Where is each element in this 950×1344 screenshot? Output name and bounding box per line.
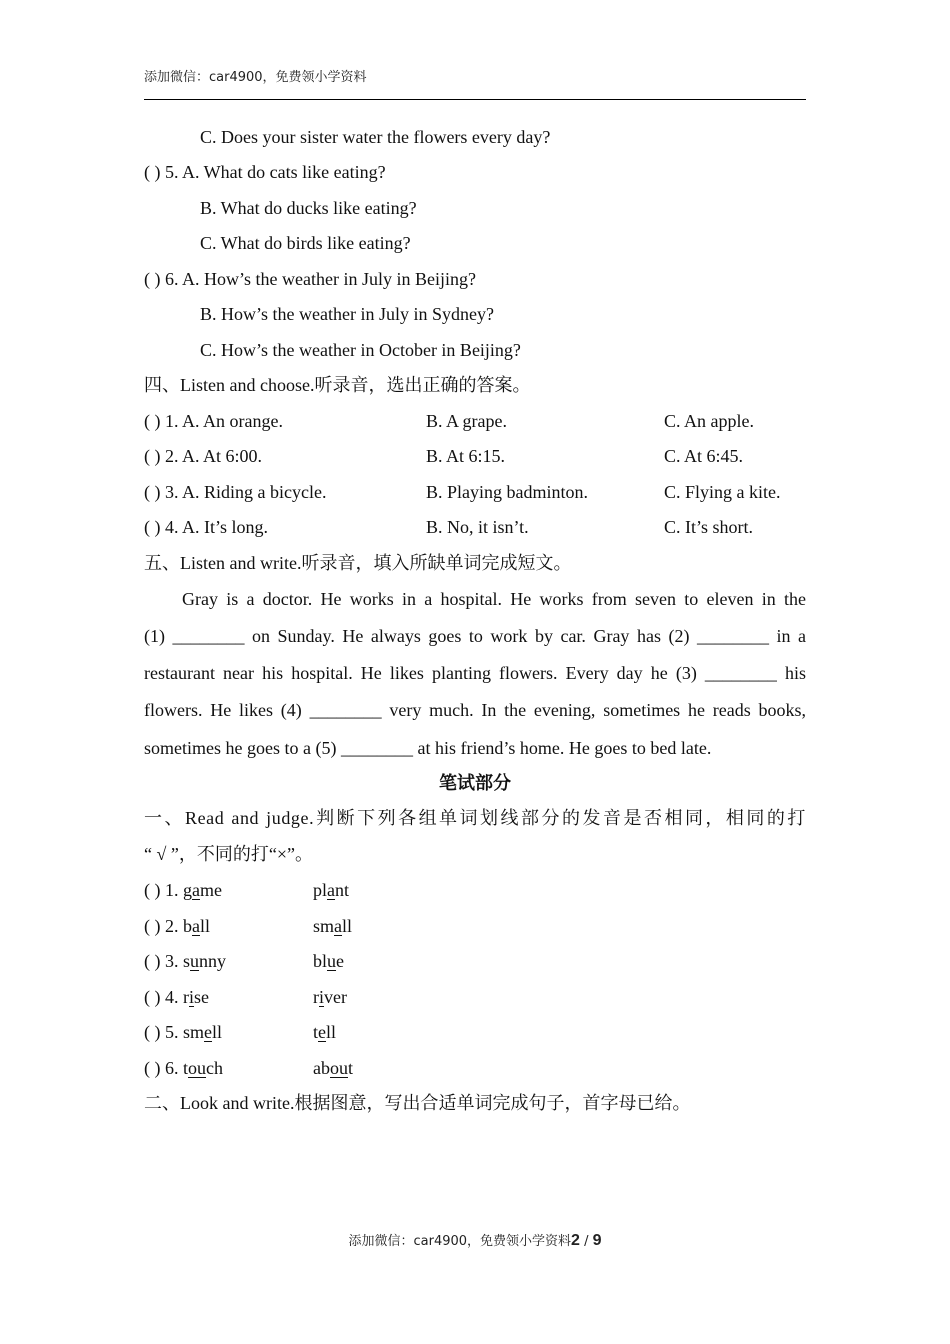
s4-q4-a: ( ) 4. A. It’s long. bbox=[144, 517, 268, 537]
s4-q3-b: B. Playing badminton. bbox=[426, 482, 588, 502]
q6-option-b: B. How’s the weather in July in Sydney? bbox=[200, 304, 494, 324]
judge-item-4: ( ) 4. rise bbox=[144, 987, 210, 1007]
q6-option-a: ( ) 6. A. How’s the weather in July in Beijing? bbox=[144, 269, 476, 289]
s4-q4-b: B. No, it isn’t. bbox=[426, 517, 529, 537]
w1-title-line1: 一、Read and judge.判断下列各组单词划线部分的发音是否相同，相同的打 bbox=[144, 808, 806, 828]
page-total: 9 bbox=[592, 1232, 602, 1249]
s4-q1-c: C. An apple. bbox=[664, 411, 754, 431]
passage-line-3: restaurant near his hospital. He likes planting flowers. Every day he (3) ________ his bbox=[144, 663, 806, 683]
judge-item-3-compare: blue bbox=[313, 951, 345, 971]
page-footer bbox=[0, 1230, 950, 1250]
s4-q2-b: B. At 6:15. bbox=[426, 446, 506, 466]
s4-q3-a: ( ) 3. A. Riding a bicycle. bbox=[144, 482, 327, 502]
page-header: 添加微信：car4900，免费领小学资料 bbox=[144, 70, 367, 85]
w1-title-line2: “ √ ”，不同的打“×”。 bbox=[144, 844, 313, 864]
passage-line-4: flowers. He likes (4) ________ very much. In the evening, sometimes he reads books, bbox=[144, 700, 806, 720]
q5-option-c: C. What do birds like eating? bbox=[200, 233, 411, 253]
judge-item-1-compare: plant bbox=[313, 880, 350, 900]
judge-item-5-compare: tell bbox=[313, 1022, 337, 1042]
passage-line-1: Gray is a doctor. He works in a hospital. He works from seven to eleven in the bbox=[182, 589, 806, 609]
judge-item-3: ( ) 3. sunny bbox=[144, 951, 227, 971]
judge-item-2: ( ) 2. ball bbox=[144, 916, 211, 936]
s4-q1-b: B. A grape. bbox=[426, 411, 507, 431]
header-divider bbox=[144, 99, 806, 100]
q5-option-a: ( ) 5. A. What do cats like eating? bbox=[144, 162, 386, 182]
footer-text: 添加微信：car4900，免费领小学资料 bbox=[348, 1234, 572, 1249]
q5-option-b: B. What do ducks like eating? bbox=[200, 198, 417, 218]
w2-title: 二、Look and write.根据图意，写出合适单词完成句子，首字母已给。 bbox=[144, 1093, 691, 1113]
section4-title: 四、Listen and choose.听录音，选出正确的答案。 bbox=[144, 375, 531, 395]
written-part-title: 笔试部分 bbox=[439, 773, 511, 793]
q4-option-c: C. Does your sister water the flowers every day? bbox=[200, 127, 551, 147]
passage-line-2: (1) ________ on Sunday. He always goes to work by car. Gray has (2) ________ in a bbox=[144, 626, 806, 646]
judge-item-2-compare: small bbox=[313, 916, 353, 936]
judge-item-5: ( ) 5. smell bbox=[144, 1022, 223, 1042]
judge-item-6: ( ) 6. touch bbox=[144, 1058, 224, 1078]
judge-item-6-compare: about bbox=[313, 1058, 354, 1078]
q6-option-c: C. How’s the weather in October in Beijing? bbox=[200, 340, 521, 360]
judge-item-1: ( ) 1. game bbox=[144, 880, 222, 900]
judge-item-4-compare: river bbox=[313, 987, 347, 1007]
section5-title: 五、Listen and write.听录音，填入所缺单词完成短文。 bbox=[144, 553, 572, 573]
s4-q4-c: C. It’s short. bbox=[664, 517, 754, 537]
page-number: 2 bbox=[571, 1232, 580, 1249]
s4-q2-a: ( ) 2. A. At 6:00. bbox=[144, 446, 263, 466]
page-separator: / bbox=[579, 1234, 593, 1249]
s4-q3-c: C. Flying a kite. bbox=[664, 482, 781, 502]
s4-q1-a: ( ) 1. A. An orange. bbox=[144, 411, 283, 431]
passage-line-5: sometimes he goes to a (5) ________ at his friend’s home. He goes to bed late. bbox=[144, 738, 712, 758]
s4-q2-c: C. At 6:45. bbox=[664, 446, 744, 466]
